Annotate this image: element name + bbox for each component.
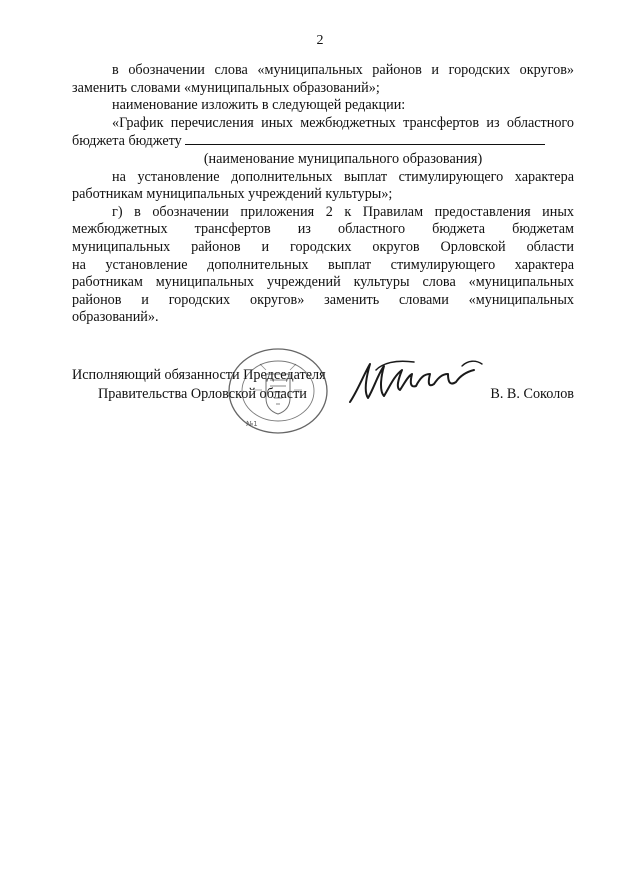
signer-position-line2: Правительства Орловской области (98, 386, 307, 402)
handwritten-signature (344, 352, 494, 410)
paragraph-line: межбюджетных трансфертов из областного бюджета бюджетам (72, 221, 574, 238)
signer-position-line1: Исполняющий обязанности Председателя (72, 367, 326, 383)
svg-text:№1: №1 (246, 420, 258, 428)
fill-in-caption: (наименование муниципального образования) (203, 150, 483, 167)
paragraph-line: на установление дополнительных выплат стимулирующего характера (72, 256, 574, 273)
fill-in-blank (185, 132, 545, 145)
fill-in-label: бюджета бюджету (72, 133, 182, 150)
paragraph-line: на установление дополнительных выплат стимулирующего характера (112, 168, 574, 185)
paragraph-line: муниципальных районов и городских округов Орловской области (72, 238, 574, 255)
paragraph-line: работникам муниципальных учреждений культуры»; (72, 186, 393, 203)
document-body (72, 62, 574, 327)
paragraph-line: заменить словами «муниципальных образований»; (72, 79, 380, 96)
paragraph-line: в обозначении слова «муниципальных районов и городских округов» (112, 62, 574, 78)
paragraph-line: г) в обозначении приложения 2 к Правилам предоставления иных (112, 203, 574, 220)
paragraph-line (72, 132, 574, 151)
signer-name: В. В. Соколов (490, 386, 574, 402)
paragraph-line: образований». (72, 309, 159, 326)
paragraph-line: работникам муниципальных учреждений культуры слова «муниципальных (72, 274, 574, 291)
paragraph-line: «График перечисления иных межбюджетных трансфертов из областного (112, 114, 574, 131)
paragraph-line: районов и городских округов» заменить словами «муниципальных (72, 291, 574, 308)
official-seal-stamp (226, 346, 330, 436)
page-number: 2 (316, 33, 324, 48)
paragraph-line: наименование изложить в следующей редакции: (112, 97, 406, 114)
